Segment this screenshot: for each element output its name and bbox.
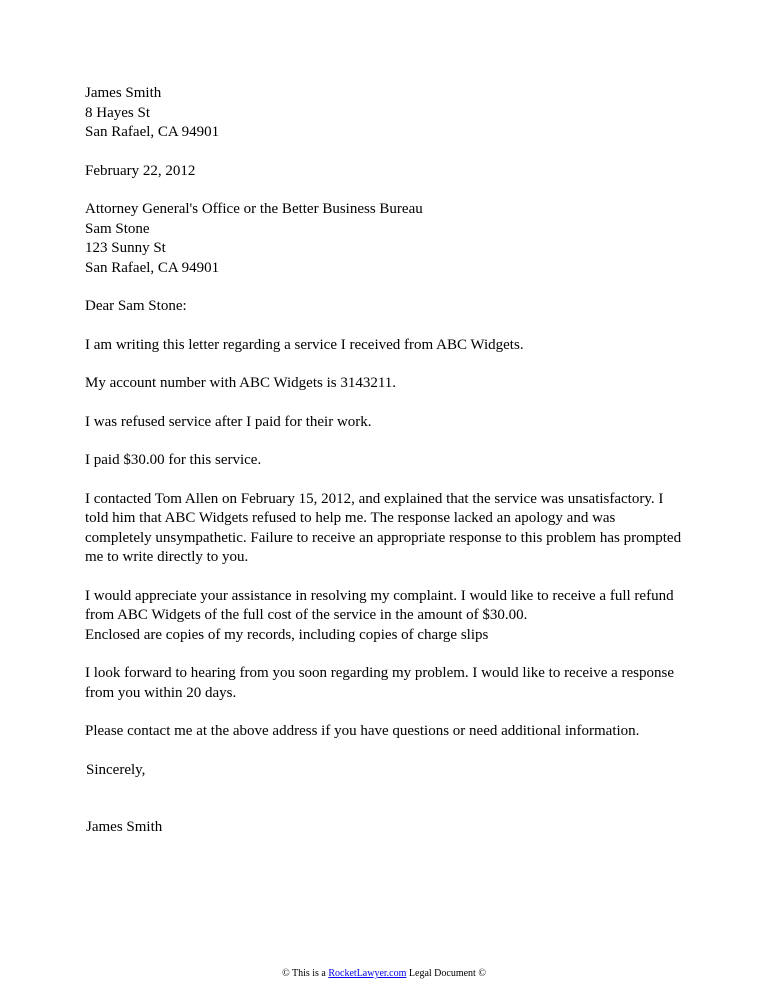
footer-legal-notice xyxy=(0,967,768,981)
footer-prefix: © This is a xyxy=(282,968,326,979)
recipient-address xyxy=(85,200,685,278)
paragraph-service: I am writing this letter regarding a service I received from ABC Widgets. xyxy=(85,336,524,353)
paragraph-response-deadline: I look forward to hearing from you soon regarding my problem. I would like to receive a response from you within 20 days. xyxy=(85,665,674,701)
paragraph-contact-history: I contacted Tom Allen on February 15, 2012, and explained that the service was unsatisfactory. I told him that ABC Widgets refused to help me. The response lacked an apology and was completely unsympathetic. Failure to receive an appropriate response to this problem has prompted me to write directly to you. xyxy=(85,490,682,565)
recipient-name: Sam Stone xyxy=(85,220,150,237)
sender-city-state-zip: San Rafael, CA 94901 xyxy=(85,124,220,140)
recipient-city-state-zip: San Rafael, CA 94901 xyxy=(85,259,220,276)
paragraph-refused-service: I was refused service after I paid for their work. xyxy=(85,413,372,430)
signature-name: James Smith xyxy=(86,819,163,835)
paragraph-request-enclosures: Enclosed are copies of my records, including copies of charge slips xyxy=(85,626,489,643)
paragraph-account-number: My account number with ABC Widgets is 3143211. xyxy=(85,375,397,391)
letter-body xyxy=(85,84,685,838)
salutation: Dear Sam Stone: xyxy=(85,298,187,314)
sender-street: 8 Hayes St xyxy=(85,104,150,121)
recipient-organization: Attorney General's Office or the Better Business Bureau xyxy=(85,201,423,217)
sender-address xyxy=(85,84,685,143)
paragraph-amount-paid: I paid $30.00 for this service. xyxy=(85,452,262,468)
paragraph-contact-info: Please contact me at the above address if you have questions or need additional information. xyxy=(85,723,640,739)
paragraph-request xyxy=(85,587,685,646)
letter-date: February 22, 2012 xyxy=(85,162,196,179)
closing: Sincerely, xyxy=(86,761,146,778)
recipient-street: 123 Sunny St xyxy=(85,240,166,256)
sender-name: James Smith xyxy=(85,85,162,101)
paragraph-request-refund: I would appreciate your assistance in resolving my complaint. I would like to receive a full refund from ABC Widgets of the full cost of the service in the amount of $30.00. xyxy=(85,587,674,623)
footer-suffix: Legal Document © xyxy=(408,968,486,979)
rocketlawyer-link[interactable]: RocketLawyer.com xyxy=(328,968,407,979)
